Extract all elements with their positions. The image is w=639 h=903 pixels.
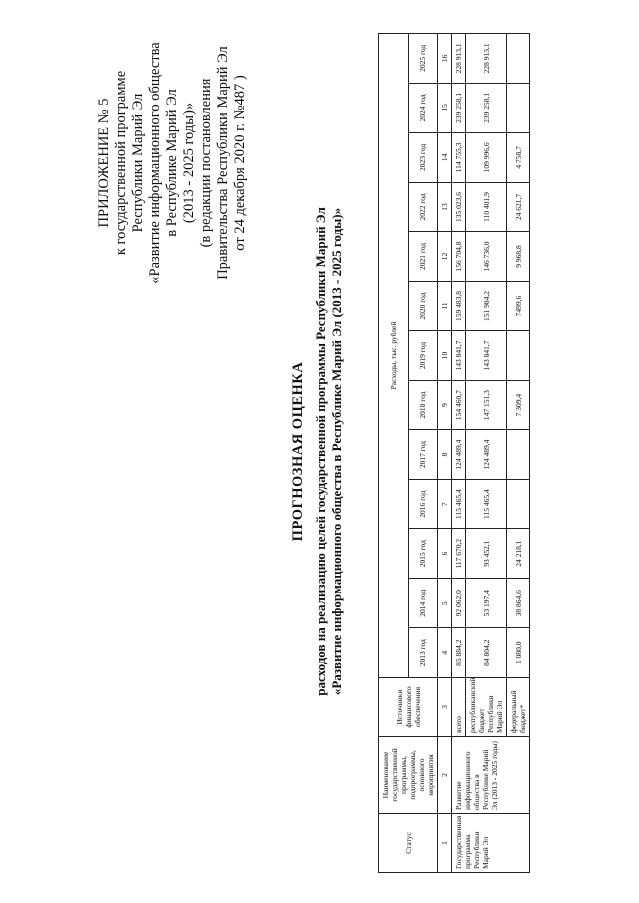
header-name: Наименование государственной программы, подпрограммы, основного мероприятия (379, 737, 438, 814)
appendix-line: (в редакции постановления (198, 78, 214, 248)
source-cell: республиканский бюджет Республики Марий Эл (466, 678, 507, 737)
appendix-line: от 24 декабря 2020 г. №487 ) (232, 75, 248, 251)
header-status: Статус (379, 814, 438, 873)
value-cell (507, 331, 530, 381)
source-cell: всего (452, 678, 466, 737)
value-cell: 228 913,1 (452, 34, 466, 84)
value-cell: 84 804,2 (466, 628, 507, 678)
index-cell: 13 (438, 182, 452, 232)
value-cell: 24 218,1 (507, 529, 530, 579)
index-row (438, 34, 452, 873)
index-cell: 5 (438, 578, 452, 628)
value-cell: 4 758,7 (507, 133, 530, 183)
header-year: 2013 год (408, 628, 438, 678)
document-title: ПРОГНОЗНАЯ ОЦЕНКА (290, 361, 306, 542)
appendix-block (96, 33, 249, 293)
index-cell: 6 (438, 529, 452, 579)
index-cell: 4 (438, 628, 452, 678)
source-cell: федеральный бюджет* (507, 678, 530, 737)
value-cell: 7499,6 (507, 281, 530, 331)
header-source: Источники финансового обеспечения (379, 678, 438, 737)
index-cell: 10 (438, 331, 452, 381)
appendix-line: Республики Марий Эл (130, 93, 146, 233)
index-cell: 11 (438, 281, 452, 331)
index-cell: 7 (438, 479, 452, 529)
value-cell: 151 984,2 (466, 281, 507, 331)
header-year: 2016 год (408, 479, 438, 529)
index-cell: 3 (438, 678, 452, 737)
value-cell: 9 968,8 (507, 232, 530, 282)
header-year: 2019 год (408, 331, 438, 381)
value-cell: 1 080,0 (507, 628, 530, 678)
value-cell (507, 479, 530, 529)
value-cell (507, 83, 530, 133)
header-year: 2021 год (408, 232, 438, 282)
value-cell: 24 621,7 (507, 182, 530, 232)
index-cell: 9 (438, 380, 452, 430)
index-cell: 16 (438, 34, 452, 84)
appendix-line: (2013 - 2025 годы)» (181, 102, 197, 224)
header-year: 2025 год (408, 34, 438, 84)
value-cell: 124 489,4 (452, 430, 466, 480)
value-cell: 53 197,4 (466, 578, 507, 628)
header-year: 2017 год (408, 430, 438, 480)
index-cell: 2 (438, 737, 452, 814)
expenses-table (378, 33, 530, 873)
value-cell: 143 841,7 (466, 331, 507, 381)
value-cell: 159 483,8 (452, 281, 466, 331)
header-expenses: Расходы, тыс. рублей (379, 34, 409, 678)
value-cell: 7 309,4 (507, 380, 530, 430)
header-year: 2015 год (408, 529, 438, 579)
index-cell: 1 (438, 814, 452, 873)
value-cell: 124 489,4 (466, 430, 507, 480)
header-year: 2023 год (408, 133, 438, 183)
value-cell: 154 460,7 (452, 380, 466, 430)
document-subtitle: расходов на реализацию целей государственной программы Республики Марий Эл (313, 207, 328, 696)
value-cell: 110 401,9 (466, 182, 507, 232)
value-cell (507, 430, 530, 480)
value-cell: 135 023,6 (452, 182, 466, 232)
value-cell: 85 884,2 (452, 628, 466, 678)
index-cell: 8 (438, 430, 452, 480)
value-cell: 143 841,7 (452, 331, 466, 381)
value-cell: 114 755,3 (452, 133, 466, 183)
value-cell: 38 864,6 (507, 578, 530, 628)
document-subtitle: «Развитие информационного общества в Республике Марий Эл (2013 - 2025 годы)» (329, 207, 344, 696)
value-cell: 115 465,4 (452, 479, 466, 529)
value-cell: 92 062,0 (452, 578, 466, 628)
program-name-cell: Развитие информационного общества в Республике Марий Эл (2013 - 2025 годы) (452, 737, 530, 814)
value-cell: 228 913,1 (466, 34, 507, 84)
header-year: 2014 год (408, 578, 438, 628)
value-cell: 109 996,6 (466, 133, 507, 183)
header-year: 2022 год (408, 182, 438, 232)
appendix-line: «Развитие информационного общества (147, 42, 163, 284)
index-cell: 14 (438, 133, 452, 183)
value-cell: 239 258,1 (452, 83, 466, 133)
appendix-line: ПРИЛОЖЕНИЕ № 5 (96, 98, 112, 228)
title-block (290, 0, 345, 903)
appendix-line: Правительства Республики Марий Эл (215, 46, 231, 280)
header-year: 2020 год (408, 281, 438, 331)
value-cell: 93 452,1 (466, 529, 507, 579)
appendix-line: к государственной программе (113, 70, 129, 256)
value-cell: 117 670,2 (452, 529, 466, 579)
value-cell: 115 465,4 (466, 479, 507, 529)
status-cell: Государственная программа Республики Марий Эл (452, 814, 530, 873)
expenses-table-wrapper (378, 33, 530, 873)
value-cell: 147 151,3 (466, 380, 507, 430)
appendix-line: в Республике Марий Эл (164, 89, 180, 237)
value-cell (507, 34, 530, 84)
header-year: 2018 год (408, 380, 438, 430)
value-cell: 239 258,1 (466, 83, 507, 133)
index-cell: 12 (438, 232, 452, 282)
index-cell: 15 (438, 83, 452, 133)
table-row (452, 34, 466, 873)
header-year: 2024 год (408, 83, 438, 133)
value-cell: 156 704,8 (452, 232, 466, 282)
value-cell: 146 736,0 (466, 232, 507, 282)
